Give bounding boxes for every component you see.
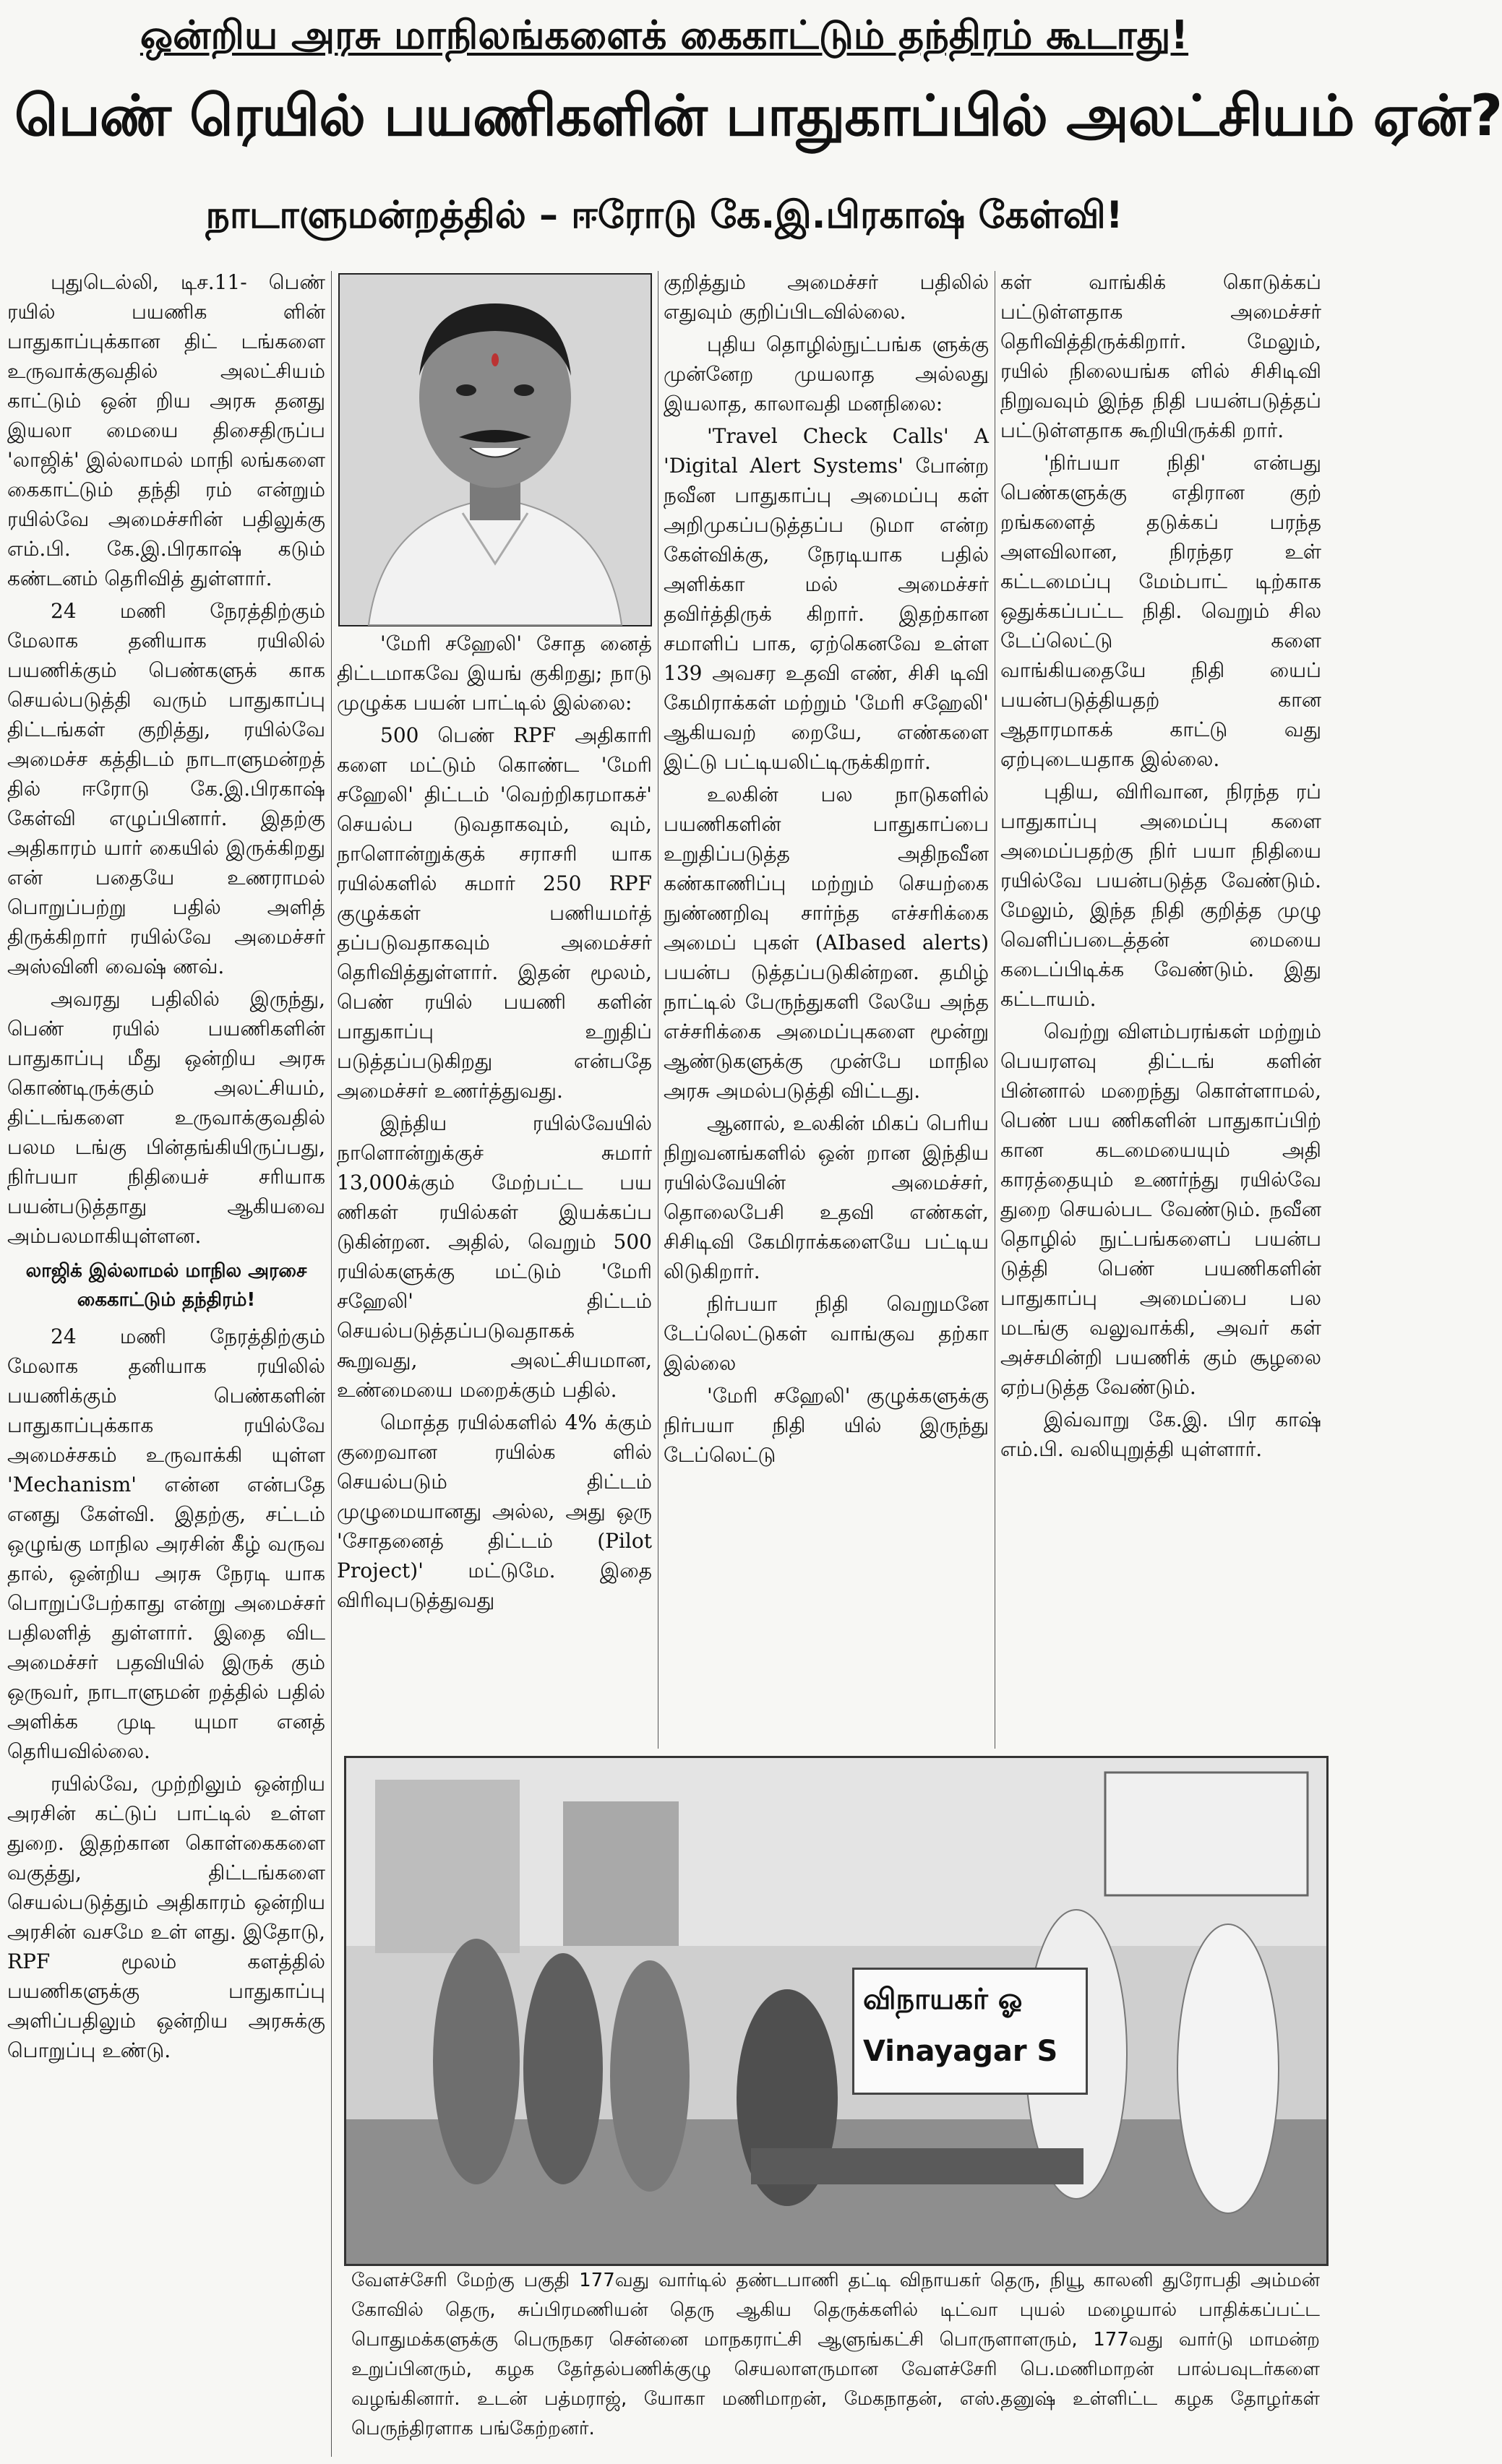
article-paragraph: 500 பெண் RPF அதிகாரி களை மட்டும் கொண்ட 'மேரி சஹேலி' திட்டம் 'வெற்றிகரமாகச்' செயல்ப டுவதாகவும், வும், நாளொன்றுக்குக் சராசரி யாக ரயில்களில் சுமார் 250 RPF குழுக்கள் பணியமர்த் தப்படுவதாகவும் அமைச்சர் தெரிவித்துள்ளார். இதன் மூலம், பெண் ரயில் பயணி களின் பாதுகாப்பு உறுதிப் படுத்தப்படுகிறது என்பதே அமைச்சர் உணர்த்துவது. <box>337 723 652 1103</box>
article-paragraph: புதிய தொழில்நுட்பங்க ளுக்கு முன்னேற முயலாத அல்லது இயலாத, காலாவதி மனநிலை: <box>664 332 989 415</box>
event-photo <box>344 1756 1329 2266</box>
portrait-illustration <box>340 275 651 625</box>
article-paragraph: 24 மணி நேரத்திற்கும் மேலாக தனியாக ரயிலில் பயணிக்கும் பெண்களுக் காக செயல்படுத்தி வரும் பாதுகாப்பு திட்டங்கள் குறித்து, ரயில்வே அமைச்ச கத்திடம் நாடாளுமன்றத் தில் ஈரோடு கே.இ.பிரகாஷ் கேள்வி எழுப்பினார். இதற்கு அதிகாரம் யார் கையில் இருக்கிறது என் பதையே உணராமல் பொறுப்பற்று பதில் அளித் திருக்கிறார் ரயில்வே அமைச்சர் அஸ்வினி வைஷ் ணவ். <box>7 599 325 978</box>
signboard-tamil-text: விநாயகர் ஓ <box>863 1983 1023 2016</box>
article-paragraph: ஆனால், உலகின் மிகப் பெரிய நிறுவனங்களில் ஒன் றான இந்திய ரயில்வேயின் அமைச்சர், தொலைபேசி உதவி எண்கள், சிசிடிவி கேமிராக்களையே பட்டிய லிடுகிறார். <box>664 1111 989 1283</box>
article-paragraph: வெற்று விளம்பரங்கள் மற்றும் பெயரளவு திட்டங் களின் பின்னால் மறைந்து கொள்ளாமல், பெண் பய ணிகளின் பாதுகாப்பிற் கான கடமையையும் அதி காரத்தையும் உணர்ந்து ரயில்வே துறை செயல்பட வேண்டும். நவீன தொழில் நுட்பங்களைப் பயன்ப டுத்தி பெண் பயணிகளின் பாதுகாப்பு அமைப்பை பல மடங்கு வலுவாக்கி, அவர் கள் அச்சமின்றி பயணிக் கும் சூழலை ஏற்படுத்த வேண்டும். <box>1000 1020 1321 1399</box>
article-paragraph: கள் வாங்கிக் கொடுக்கப் பட்டுள்ளதாக அமைச்சர் தெரிவித்திருக்கிறார். மேலும், ரயில் நிலையங்க ளில் சிசிடிவி நிறுவவும் இந்த நிதி பயன்படுத்தப் பட்டுள்ளதாக கூறியிருக்கி றார். <box>1000 270 1321 442</box>
article-paragraph: நிர்பயா நிதி வெறுமனே டேப்லெட்டுகள் வாங்குவ தற்கா இல்லை <box>664 1292 989 1375</box>
article-paragraph: அவரது பதிலில் இருந்து, பெண் ரயில் பயணிகளின் பாதுகாப்பு மீது ஒன்றிய அரசு கொண்டிருக்கும் அலட்சியம், திட்டங்களை உருவாக்குவதில் பலம டங்கு பின்தங்கியிருப்பது, நிர்பயா நிதியைச் சரியாக பயன்படுத்தாது ஆகியவை அம்பலமாகியுள்ளன. <box>7 987 325 1248</box>
article-column-1 <box>7 267 325 2460</box>
article-paragraph: ரயில்வே, முற்றிலும் ஒன்றிய அரசின் கட்டுப் பாட்டில் உள்ள துறை. இதற்கான கொள்கைகளை வகுத்து, திட்டங்களை செயல்படுத்தும் அதிகாரம் ஒன்றிய அரசின் வசமே உள் ளது. இதோடு, RPF மூலம் களத்தில் பயணிகளுக்கு பாதுகாப்பு அளிப்பதிலும் ஒன்றிய அரசுக்கு பொறுப்பு உண்டு. <box>7 1772 325 2062</box>
article-paragraph: 'மேரி சஹேலி' சோத னைத் திட்டமாகவே இயங் குகிறது; நாடு முழுக்க பயன் பாட்டில் இல்லை: <box>337 632 652 715</box>
article-paragraph: 'Travel Check Calls' A 'Digital Alert Systems' போன்ற நவீன பாதுகாப்பு அமைப்பு கள் அறிமுகப்படுத்தப்ப டுமா என்ற கேள்விக்கு, நேரடியாக பதில் அளிக்கா மல் அமைச்சர் தவிர்த்திருக் கிறார். இதற்கான சமாளிப் பாக, ஏற்கெனவே உள்ள 139 அவசர உதவி எண், சிசி டிவி கேமிராக்கள் மற்றும் 'மேரி சஹேலி' ஆகியவற் றையே, எண்களை இட்டு பட்டியலிட்டிருக்கிறார். <box>664 424 989 774</box>
portrait-photo <box>338 273 652 626</box>
article-paragraph: குறித்தும் அமைச்சர் பதிலில் எதுவும் குறிப்பிடவில்லை. <box>664 270 989 324</box>
article-column-3 <box>664 267 989 1749</box>
article-paragraph: 'மேரி சஹேலி' குழுக்களுக்கு நிர்பயா நிதி யில் இருந்து டேப்லெட்டு <box>664 1384 989 1467</box>
article-paragraph: மொத்த ரயில்களில் 4% க்கும் குறைவான ரயில்க ளில் செயல்படும் திட்டம் முழுமையானது அல்ல, அது ஒரு 'சோதனைத் திட்டம் (Pilot Project)' மட்டுமே. இதை விரிவுபடுத்துவது <box>337 1410 652 1612</box>
column-rule <box>331 271 332 2457</box>
shop-signboard <box>852 1968 1088 2095</box>
article-paragraph: இந்திய ரயில்வேயில் நாளொன்றுக்குச் சுமார் 13,000க்கும் மேற்பட்ட பய ணிகள் ரயில்கள் இயக்கப்ப டுகின்றன. அதில், வெறும் 500 ரயில்களுக்கு மட்டும் 'மேரி சஹேலி' திட்டம் செயல்படுத்தப்படுவதாகக் கூறுவது, அலட்சியமான, உண்மையை மறைக்கும் பதில். <box>337 1111 652 1402</box>
article-column-4 <box>1000 267 1321 1749</box>
section-subheading: லாஜிக் இல்லாமல் மாநில அரசை கைகாட்டும் தந்திரம்! <box>25 1260 307 1311</box>
article-paragraph: உலகின் பல நாடுகளில் பயணிகளின் பாதுகாப்பை உறுதிப்படுத்த அதிநவீன கண்காணிப்பு மற்றும் செயற்கை நுண்ணறிவு சார்ந்த எச்சரிக்கை அமைப் புகள் (AIbased alerts) பயன்ப டுத்தப்படுகின்றன. தமிழ் நாட்டில் பேருந்துகளி லேயே அந்த எச்சரிக்கை அமைப்புகளை மூன்று ஆண்டுகளுக்கு முன்பே மாநில அரசு அமல்படுத்தி விட்டது. <box>664 783 989 1103</box>
article-column-2 <box>337 629 652 1749</box>
main-headline: பெண் ரெயில் பயணிகளின் பாதுகாப்பில் அலட்சியம் ஏன்? <box>14 84 1502 149</box>
photo-caption: வேளச்சேரி மேற்கு பகுதி 177வது வார்டில் தண்டபாணி தட்டி விநாயகர் தெரு, நியூ காலனி துரோபதி அம்மன் கோவில் தெரு, சுப்பிரமணியன் தெரு ஆகிய தெருக்களில் டிட்வா புயல் மழையால் பாதிக்கப்பட்ட பொதுமக்களுக்கு பெருநகர சென்னை மாநகராட்சி ஆளுங்கட்சி பொருளாளரும், 177வது வார்டு மாமன்ற உறுப்பினரும், கழக தேர்தல்பணிக்குழு செயலாளருமான வேளச்சேரி பெ.மணிமாறன் பால்பவுடர்களை வழங்கினார். உடன் பத்மராஜ், யோகா மணிமாறன், மேகநாதன், எஸ்.தனுஷ் உள்ளிட்ட கழக தோழர்கள் பெருந்திரளாக பங்கேற்றனர். <box>351 2270 1320 2439</box>
dateline-paragraph: புதுடெல்லி, டிச.11- பெண் ரயில் பயணிக ளின் பாதுகாப்புக்கான திட் டங்களை உருவாக்குவதில் அலட்சியம் காட்டும் ஒன் றிய அரசு தனது இயலா மையை திசைதிருப்ப 'லாஜிக்' இல்லாமல் மாநி லங்களை கைகாட்டும் தந்தி ரம் என்றும் ரயில்வே அமைச்சரின் பதிலுக்கு எம்.பி. கே.இ.பிரகாஷ் கடும் கண்டனம் தெரிவித் துள்ளார். <box>7 270 325 590</box>
sub-headline: நாடாளுமன்றத்தில் – ஈரோடு கே.இ.பிரகாஷ் கேள்வி! <box>205 194 1123 237</box>
article-paragraph: புதிய, விரிவான, நிரந்த ரப் பாதுகாப்பு அமைப்பு களை அமைப்பதற்கு நிர் பயா நிதியை ரயில்வே பயன்படுத்த வேண்டும். மேலும், இந்த நிதி குறித்த முழு வெளிப்படைத்தன் மையை கடைப்பிடிக்க வேண்டும். இது கட்டாயம். <box>1000 780 1321 1011</box>
signboard-english-text: Vinayagar S <box>863 2035 1058 2068</box>
article-paragraph: 'நிர்பயா நிதி' என்பது பெண்களுக்கு எதிரான குற் றங்களைத் தடுக்கப் பரந்த அளவிலான, நிரந்தர உள் கட்டமைப்பு மேம்பாட் டிற்காக ஒதுக்கப்பட்ட நிதி. வெறும் சில டேப்லெட்டு களை வாங்கியதையே நிதி யைப் பயன்படுத்தியதற் கான ஆதாரமாகக் காட்டு வது ஏற்புடையதாக இல்லை. <box>1000 451 1321 771</box>
article-paragraph: 24 மணி நேரத்திற்கும் மேலாக தனியாக ரயிலில் பயணிக்கும் பெண்களின் பாதுகாப்புக்காக ரயில்வே அமைச்சகம் உருவாக்கி யுள்ள 'Mechanism' என்ன என்பதே எனது கேள்வி. இதற்கு, சட்டம் ஒழுங்கு மாநில அரசின் கீழ் வருவ தால், ஒன்றிய அரசு நேரடி யாக பொறுப்பேற்காது என்று அமைச்சர் பதிலளித் துள்ளார். இதை விட அமைச்சர் பதவியில் இருக் கும் ஒருவர், நாடாளுமன் றத்தில் பதில் அளிக்க முடி யுமா எனத் தெரியவில்லை. <box>7 1324 325 1763</box>
article-paragraph: இவ்வாறு கே.இ. பிர காஷ் எம்.பி. வலியுறுத்தி யுள்ளார். <box>1000 1408 1321 1461</box>
event-scene <box>346 1758 1326 2264</box>
kicker-headline: ஒன்றிய அரசு மாநிலங்களைக் கைகாட்டும் தந்திரம் கூடாது! <box>140 12 1189 58</box>
